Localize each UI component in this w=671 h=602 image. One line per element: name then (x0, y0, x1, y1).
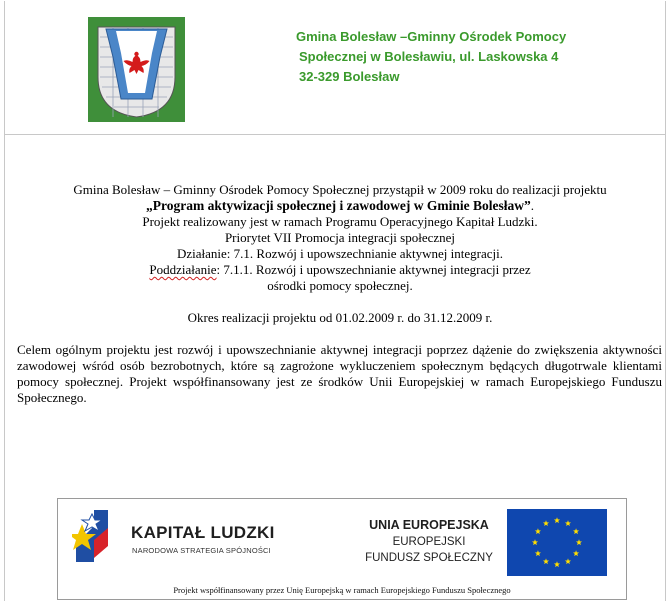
eu-label-line-2: EUROPEJSKI (392, 536, 466, 548)
project-period: Okres realizacji projektu od 01.02.2009 r. do 31.12.2009 r. (187, 310, 493, 325)
kapital-ludzki-logo-icon (72, 506, 112, 566)
intro-line: Gmina Bolesław – Gminny Ośrodek Pomocy Społecznej przystąpił w 2009 roku do realizacji projektu (73, 182, 607, 197)
eu-label-line-3: FUNDUSZ SPOŁECZNY (365, 552, 493, 564)
subaction-line-2: ośrodki pomocy społecznej. (267, 278, 413, 293)
eu-label (354, 516, 504, 566)
project-goal-paragraph: Celem ogólnym projektu jest rozwój i upowszechnianie aktywnej integracji poprzez dążenie do zwiększenia aktywności zawodowej wśród osób bezrobotnych, które są zagrożone wykluczeniem społecznym będących długotrwale klientami pomocy społecznej. Projekt współfinansowany jest ze środków Unii Europejskiej w ramach Europejskiego Funduszu Społecznego. (17, 342, 662, 405)
program-title (15, 198, 665, 214)
address-line-3: 32-329 Bolesław (299, 69, 400, 84)
eu-funding-banner (57, 498, 627, 600)
subaction-label: Poddziałanie (149, 262, 217, 277)
program-name: „Program aktywizacji społecznej i zawodowej w Gminie Bolesław” (145, 198, 531, 213)
document-body (15, 182, 665, 406)
banner-footer: Projekt współfinansowany przez Unię Europejską w ramach Europejskiego Funduszu Społecznego (173, 585, 511, 595)
address-line-2: Społecznej w Bolesławiu, ul. Laskowska 4 (299, 49, 559, 64)
subaction-text: : 7.1.1. Rozwój i upowszechnianie aktywnej integracji przez (216, 262, 531, 277)
kapital-ludzki-subtitle: NARODOWA STRATEGIA SPÓJNOŚCI (132, 546, 271, 555)
realized-line: Projekt realizowany jest w ramach Programu Operacyjnego Kapitał Ludzki. (142, 214, 538, 229)
address-line-1: Gmina Bolesław –Gminny Ośrodek Pomocy (296, 29, 567, 44)
eu-flag-icon (507, 509, 607, 576)
program-name-end: . (530, 198, 535, 213)
action-line: Działanie: 7.1. Rozwój i upowszechnianie aktywnej integracji. (177, 246, 503, 261)
priority-line: Priorytet VII Promocja integracji społecznej (224, 230, 456, 245)
document-page (4, 1, 666, 601)
eu-label-line-1: UNIA EUROPEJSKA (369, 518, 489, 532)
kapital-ludzki-title: KAPITAŁ LUDZKI (131, 523, 275, 542)
subaction-line (15, 262, 665, 278)
office-address (296, 27, 626, 87)
letterhead (5, 1, 665, 135)
coat-of-arms-logo (88, 17, 185, 122)
